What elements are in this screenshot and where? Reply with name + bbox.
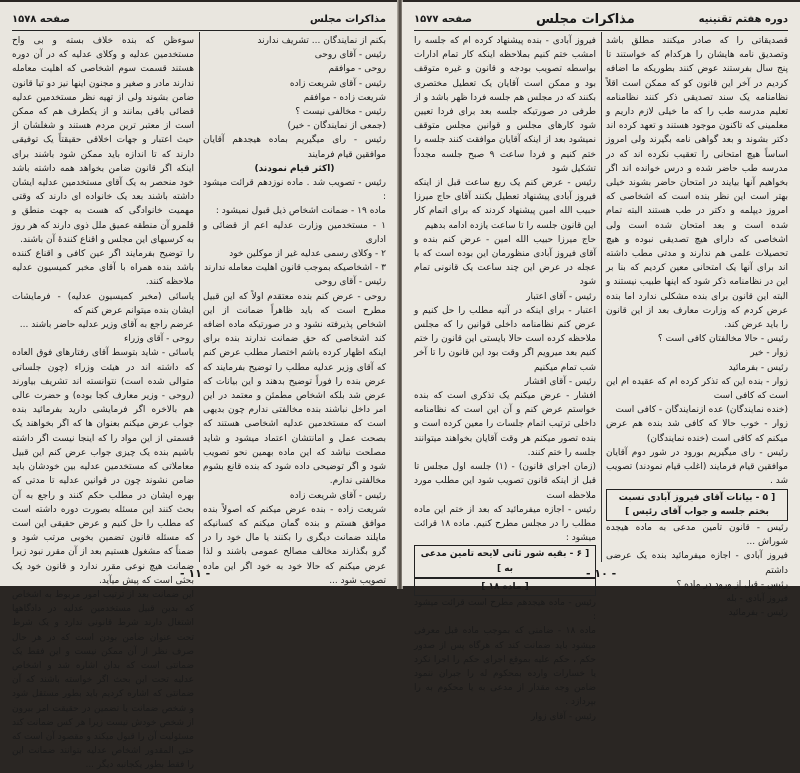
paragraph: شریعت زاده - بنده عرض میکنم که اصولاً بنده موافق هستم و بنده گمان میکنم که کسانیکه مایلند ضمانت دیگری را بکنند یا مال خود را در گرو بگذارند مخالف مصالح عمومی باشند و لذا عرض میکنم که حالا خود به خود اگر این ماده تصویب شود ...	[203, 504, 386, 586]
paragraph: رئیس - حالا مخالفتان کافی است ؟	[657, 334, 788, 345]
paragraph: رئیس - رای میگیریم بورود در شور دوم آقایان موافقین قیام فرمایند (اغلب قیام نمودند) تصویب شد .	[606, 447, 788, 487]
paragraph: ۱ - مستخدمین وزارت عدلیه اعم از قضائی و اداری	[203, 220, 386, 245]
paragraph: رئیس - آقای روحی	[314, 50, 386, 61]
right-page	[402, 2, 800, 722]
left-page	[0, 2, 398, 771]
paragraph: رئیس - آقای افشار	[524, 376, 596, 387]
right-page-column-left	[414, 34, 596, 722]
paragraph: یاسائی - شاید بتوسط آقای رفتارهای فوق العاده که داشته اند در هیئت وزراء (چون جلساتی متوالی شده است) نتوانسته اند تشریف بیاورند (روحی - وزیر معارف کجا بوده) و حضرت عالی هم بالاخره اگر فرمایشی دارید بفرمائید بنده جواب عرض میکنم بعنوان ها که اگر بخواهند یک قسمتی از این مواد را که اینجا نیست اگر داشته باشیم بنده یک چیزی جواب عرض کنم این قبیل معاملاتی که مستخدمین عدلیه بین خودشان باید ضامن نشوند چون در قوانین عدلیه تا مدتی که بهره ایشان در مطلب حکم کنند و راجع به آن بحث کنند این مسئله بصورت دوره داشته است که مطلب را حل کنیم و عرض حقیقی این است که مسئله قانون تضمین بخوبی مرتب شود و ضمناً که مشغول هستیم بعد از آن مقرر نبود زیرا ضمانت هیچ نوعی مقرر ندارد و قانون خود یک بحثی است که پیش میآید.	[12, 348, 194, 586]
paragraph: ماده ۱۹ - ضمانت اشخاص ذیل قبول نمیشود :	[215, 206, 386, 217]
paragraph: سوءظن که بنده خلاف بسته و بی واح مستخدمین عدلیه و وکلای عدلیه که در آن دوره هستند قسمت سوم اشخاصی که اهلیت معامله ندارند مادر و صغیر و مجنون اینها نیز دو تیا قانون ضامن بشوند ولی از تهیه نظر مستخدمین عدلیه قضائی باقی بمانند و از یکطرف هم که ممکن است از معتبر ترین مردم هستند و شغلشان از حیث اعتبار و جهات اخلاقی حقیقتاً یک توفیقی دارند که تا اندازه باید ممکن شود باشند برای اینکه اگر قانون ضامن بخواهد همه داشته باشد خود منحصر به یک آقای مستخدمین عدلیه ایشان داشته باشند بعد یک خانواده ای دارند که وقتی مهمیت خانوادگی که هست به جهت منطق و قلمرو آن منطقه عمیق ملل ذوی دارند که هر روز به کرسیهای این مجلس و اقناع کنندهٔ آن باشند.	[12, 36, 194, 245]
paragraph: (زمان اجرای قانون) - (۱) جلسه اول مجلس تا قبل از اینکه قانون تصویب شود این مطلب مورد ملاحظه است	[414, 462, 596, 501]
paragraph: روحی - عرض کنم بنده معتقدم اولاً که این قبیل مطرح است که باید ظاهراً ضمانت از این اشخاص پذیرفته نشود و در صورتیکه ماده اضافه کند اشخاصی که حق ضمانت ندارند بنده برای اینکه اظهار کرده باشم اختصار مطلب عرض کنم که آقای وزیر عدلیه مطلب را توضیح بفرمایند که عرض بنده را فوراً توضیح بدهند و این بیانات که عرض شد بلکه اشخاص مطمئن و معتمد در این امر داخل نباشند بنده مخالفتی ندارم چون بدیهی است که مستخدمین عدلیه اشخاصی هستند که بصحت عمل و امانتشان اعتماد میشود و شاید مصلحت نباشد که این ماده بهمین نحو تصویب شود و اگر توضیحی داده شود که بنده قانع بشوم مخالفتی ندارم.	[203, 291, 386, 487]
paragraph: زوار - خوب حالا که کافی شد بنده هم عرض میکنم که کافی است (خنده نمایندگان)	[606, 419, 788, 444]
right-header-session: دوره هفتم تقنینیه	[698, 13, 788, 25]
section-heading: [ ۵ - بیانات آقای فیروز آبادی نسبت بختم جلسه و جواب آقای رئیس ]	[606, 489, 788, 521]
left-page-column-right	[203, 34, 386, 586]
column-divider	[601, 32, 602, 562]
right-header-title: مذاکرات مجلس	[535, 11, 635, 27]
paragraph: را توضیح بفرمایند اگر عین کافی و اقناع کننده باشد بنده همراه با آقای مخبر کمیسیون عدلیه ملاحظه کنند.	[12, 249, 194, 288]
right-header-page-number: صفحه ۱۵۷۷	[414, 13, 473, 25]
paragraph: (خنده نمایندگان) عده ازنمایندگان - کافی است	[615, 405, 788, 416]
paragraph: ماده ۱۸ - ضامنی که بموجب ماده قبل معرفی میشود باید ضمانت کند که هرگاه پس از صدور حکم ، حکم علیه بموقع اجرای حکم را اجرا نکرد یا خسارات وارده بمحکوم له را جبران ننمود ضامن وجه مقدار از مدعی به یا محکوم به را بپردازد .	[414, 626, 596, 708]
paragraph: شریعت زاده - موافقم	[303, 92, 386, 103]
paragraph: اعتبار - برای اینکه در آتیه مطلب را حل کنیم و عرض کنم نظامنامه داخلی قوانین را که مجلس ملاحظه کرده است حالا بایستی این قانون را ختم کنیم بعد میرویم اگر وقت بود این قانون را تا آخر شب تمام میکنیم	[414, 305, 596, 373]
paragraph: رئیس - آقای شریعت زاده	[289, 78, 386, 89]
paragraph: رئیس - بفرمائید	[728, 608, 788, 619]
paragraph: یاسائی (مخبر کمیسیون عدلیه) - فرمایشات ایشان بنده میتوانم عرض کنم که	[12, 291, 194, 316]
paragraph: رئیس - آقای زوار	[531, 711, 596, 722]
paragraph: روحی - موافقم	[328, 64, 386, 75]
paragraph: این ضمانت بعد از ترتیب امور مربوط به اشخاص که بدین قبیل مستخدمین عدلیه در دادگاهها اشتغال دارند شرط قانونی ندارد و یک شرط تحت عنوان ضامن بودن است که در هر حال صرف نظر از آن ممکن نیست و این فقط یک ضمانتی است که بدان اشاره شد و اشخاص عدلیه تحت این بحث اگر خواسته باشند که آن ضمانتی که اشاره کردیم باید بطور مستقل شود و شخص ضمانت یا تضمین در حقیقت امر بیرون از شخص خودش نیست زیرا هر کس ضمانت کند مسئولیت آن را قبول میکند و مقصود آن است که حتی المقدور اشخاص عدلیه بتوانند ضمانت این را فقط بطور یکجانبه دیگر ...	[12, 589, 194, 771]
column-divider	[199, 32, 200, 562]
left-header-title: مذاکرات مجلس	[309, 13, 386, 25]
paragraph: افشار - عرض میکنم یک تذکری است که بنده خواستم عرض کنم و آن این است که نظامنامه داخلی ترتیب اتمام جلسات را معین کرده است و بنده تصور میکنم هر وقت آقایان بخواهند میتوانند جلسه را ختم کنند.	[414, 391, 596, 458]
paragraph: رئیس - تصویب شد . ماده نوزدهم قرائت میشود :	[203, 178, 386, 203]
paragraph: فیروز آبادی - بنده پیشنهاد کرده ام که جلسه را امشب ختم کنیم بملاحظه اینکه کار تمام ادارات بواسطه تصویب بودجه و قانون و غیره متوقف بود و ممکن است آقایان یک تعطیل مختصری بکنند که در مجلس هم جلسه فردا ظهر باشد و از طرفی در صورتیکه جلسه بعد برای فردا تعیین شود کارهای مجلس و قوانین مجلس متوقف نمیشود بعد از اینکه آقایان موافقت کنند جلسه را ختم کنیم و فردا ساعت ۹ صبح جلسه مجدداً تشکیل شود	[414, 36, 596, 174]
left-page-column-left	[12, 34, 194, 771]
paragraph: عرضم راجع به آقای وزیر عدلیه حاضر باشند ...	[19, 320, 194, 331]
article-heading: [ ماده ۱۸ ]	[414, 578, 596, 596]
paragraph: (جمعی از نمایندگان - خیر)	[287, 121, 386, 132]
paragraph: ۲ - وکلای رسمی عدلیه غیر از موکلین خود	[229, 249, 386, 260]
paragraph: زوار - خیر	[750, 348, 788, 359]
left-header-page-number: صفحه ۱۵۷۸	[12, 13, 71, 25]
paragraph: فیروز آبادی - اجازه میفرمائید بنده یک عرضی داشتم	[606, 551, 788, 576]
paragraph: ۳ - اشخاصیکه بموجب قانون اهلیت معامله ندارند	[203, 263, 386, 274]
section-heading: [ ۶ - بقیه شور ثانی لایحه تامین مدعی به ]	[414, 545, 596, 577]
right-page-column-right	[606, 34, 788, 619]
paragraph: روحی - آقای وزراء	[124, 334, 194, 345]
paragraph: زوار - بنده این که تذکر کرده ام که عقیده ام این است که کافی است	[606, 376, 788, 402]
paragraph: (اکثر قیام نمودند)	[254, 163, 335, 174]
paragraph: فیروز آبادی - بله	[726, 593, 788, 604]
paragraph: حاج میرزا حبیب الله امین - عرض کنم بنده و آقای فیروز آبادی منظورمان این بوده است که با عجله در عرض این چند ساعت یک قانونی تمام شود	[414, 234, 596, 288]
paragraph: قصدیقاتی را که صادر میکنند مطلق باشد وتصدیق نامه هایشان را هرکدام که خواستند تا پنج سال بفرستند عوض کنند بطوریکه ما اضافه کردیم در آخر این قانون کو که ممکن است اقلاً نظامنامه یک سند تصدیقی ذکر کنند نظامنامه تعلیم مدرسه طب را که ما خیلی لازم داریم و معلمینی که تاکنون موجود هستند و تعهد کرده اند دکتر بشوند و بعد گواهی نامه بگیرند ولی امروز اساساً هیچ امتحانی را تعقیب نکرده اند که در مدرسه طب حاضر شده و درس خوانده اند اگر بخواهیم آنها بیایند در امتحان حاضر بشوند خیلی بهتر است این نظر بنده است که اشخاصی که امروز دیپلمه و دکتر در طب هستند البته تمام شده است و بعد امتحان شده است ولی اشخاصی که دارای هیچ تصدیقی نبوده و هیچ تحصیلات علمی هم ندارند و مدتی مطب داشته اند برای آنها یک امتحانی معین کردیم که بنا بر این در نظامنامه ذکر شود که اینها طبیب نیستند و البته این قانون برای بنده مشکلی ندارد اما بنده عرض کردم که وزارت معارف بعد از این قانون را باید عرض کند.	[606, 36, 788, 331]
paragraph: رئیس - عرض کنم یک ربع ساعت قبل از اینکه فیروز آبادی پیشنهاد تعطیل بکنند آقای حاج میرزا حبیب الله امین پیشنهاد کردند که برای اتمام کار این قانون جلسه را تا ساعت یازده ادامه بدهیم	[414, 178, 596, 231]
paragraph: رئیس - بفرمائید	[728, 362, 788, 373]
paragraph: بکنم از نمایندگان ... تشریف ندارند	[257, 36, 386, 46]
paragraph: رئیس - ماده هیجدهم مطرح است قرائت میشود :	[414, 597, 596, 623]
paragraph: رئیس - آقای روحی	[314, 277, 386, 288]
paragraph: رئیس - آقای شریعت زاده	[289, 490, 386, 501]
paragraph: رئیس - رای میگیریم بماده هیجدهم آقایان موافقین قیام فرمایند	[203, 135, 386, 160]
paragraph: رئیس - قانون تامین مدعی به ماده هیجده شوراش ...	[606, 522, 788, 548]
left-page-footer: - ۱۱ -	[180, 567, 211, 580]
right-page-footer: - ۱۰ -	[586, 567, 617, 580]
paragraph: رئیس - قبل از ورود در ماده ؟	[676, 579, 788, 590]
paragraph: رئیس - آقای اعتبار	[526, 291, 596, 302]
left-page-header	[12, 8, 386, 31]
right-page-header	[414, 8, 788, 31]
paragraph: رئیس - مخالفی نیست ؟	[295, 107, 386, 118]
paragraph: رئیس - اجازه میفرمائید که بعد از ختم این ماده مطلب را در مجلس مطرح کنیم. ماده ۱۸ قرائت میشود :	[414, 504, 596, 544]
